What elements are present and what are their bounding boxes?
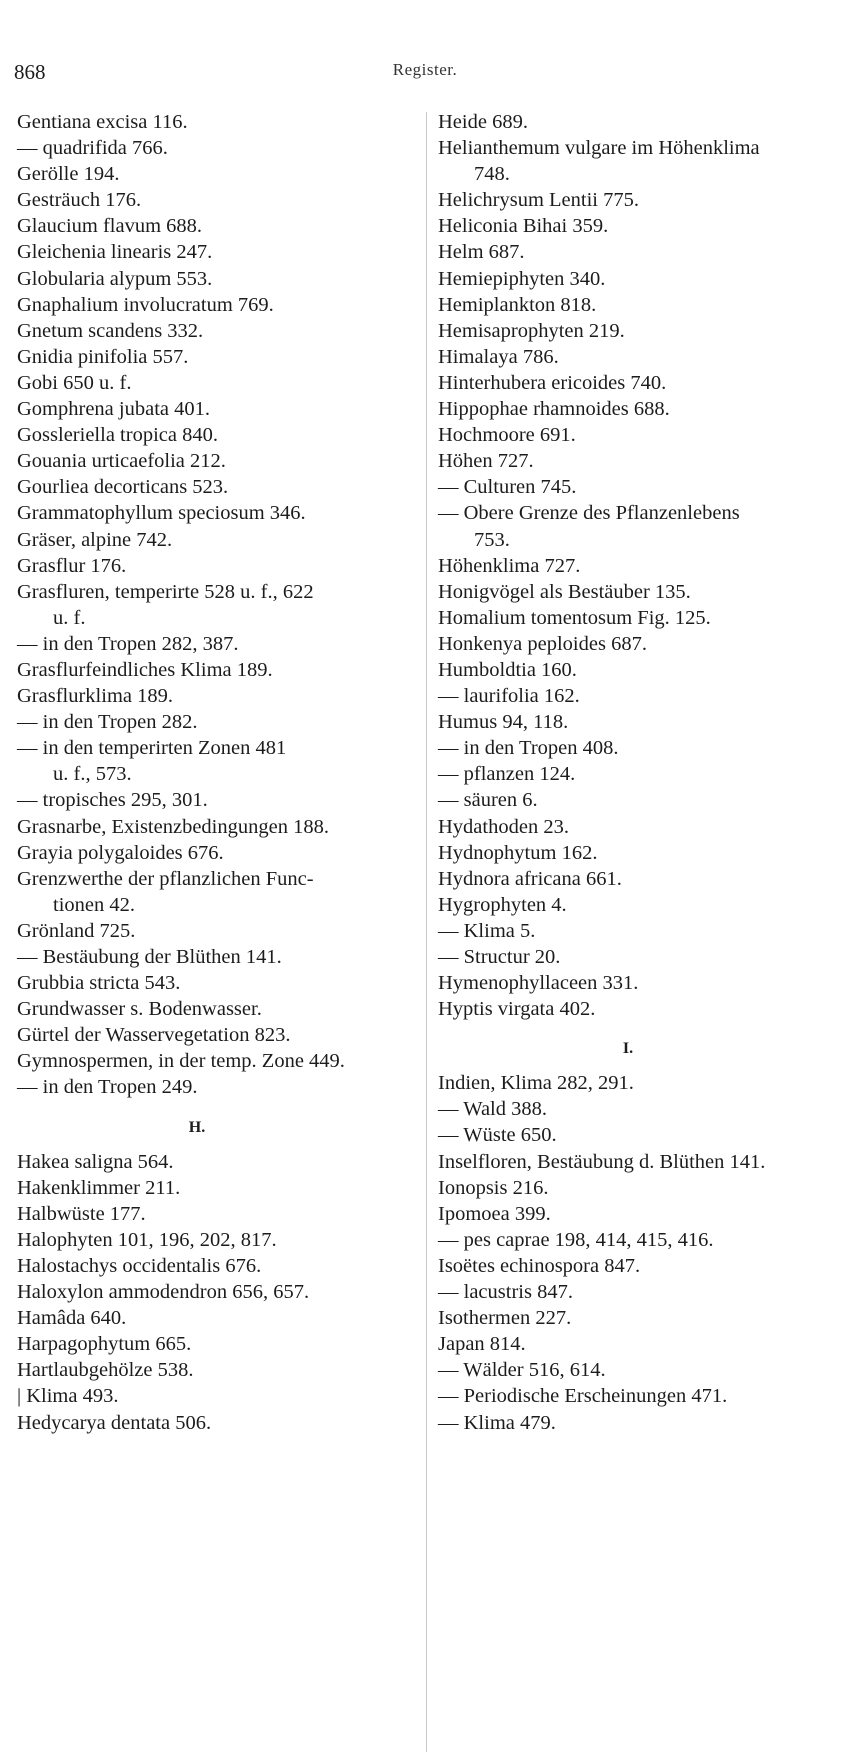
index-entry: Gymnospermen, in der temp. Zone 449. bbox=[17, 1050, 345, 1073]
index-entry: Gossleriella tropica 840. bbox=[17, 424, 218, 447]
index-entry: — säuren 6. bbox=[438, 789, 538, 812]
index-entry: Grasflurfeindliches Klima 189. bbox=[17, 658, 273, 681]
index-entry: Homalium tomentosum Fig. 125. bbox=[438, 606, 711, 629]
index-entry: Gürtel der Wasservegetation 823. bbox=[17, 1024, 291, 1047]
index-entry: Gleichenia linearis 247. bbox=[17, 241, 213, 264]
index-entry: Hakea saligna 564. bbox=[17, 1150, 174, 1173]
index-entry: Isothermen 227. bbox=[438, 1307, 572, 1330]
index-entry: Harpagophytum 665. bbox=[17, 1333, 192, 1356]
section-heading: I. bbox=[622, 1040, 634, 1058]
index-entry: — in den temperirten Zonen 481 bbox=[17, 737, 287, 760]
index-entry: — pes caprae 198, 414, 415, 416. bbox=[438, 1228, 714, 1251]
index-entry: Hakenklimmer 211. bbox=[17, 1176, 181, 1199]
index-entry: — in den Tropen 282, 387. bbox=[17, 632, 239, 655]
index-entry: Höhen 727. bbox=[438, 450, 534, 473]
index-entry: Gerölle 194. bbox=[17, 163, 120, 186]
index-entry: Gouania urticaefolia 212. bbox=[17, 450, 226, 473]
index-entry: Grenzwerthe der pflanzlichen Func- bbox=[17, 867, 314, 890]
index-entry: Isoëtes echinospora 847. bbox=[438, 1254, 641, 1277]
index-entry-continuation: u. f., 573. bbox=[53, 763, 132, 786]
index-entry: Honkenya peploides 687. bbox=[438, 632, 647, 655]
index-entry: Hippophae rhamnoides 688. bbox=[438, 398, 670, 421]
index-entry: Halophyten 101, 196, 202, 817. bbox=[17, 1228, 277, 1251]
index-entry: Japan 814. bbox=[438, 1333, 526, 1356]
index-entry: Humboldtia 160. bbox=[438, 658, 577, 681]
index-entry: Hydnophytum 162. bbox=[438, 841, 598, 864]
index-entry: Hinterhubera ericoides 740. bbox=[438, 371, 667, 394]
index-entry: Höhenklima 727. bbox=[438, 554, 581, 577]
index-entry: Haloxylon ammodendron 656, 657. bbox=[17, 1281, 310, 1304]
index-entry: Gnidia pinifolia 557. bbox=[17, 345, 189, 368]
index-entry: Grayia polygaloides 676. bbox=[17, 841, 224, 864]
index-entry: — Bestäubung der Blüthen 141. bbox=[17, 946, 282, 968]
index-entry: Glaucium flavum 688. bbox=[17, 215, 203, 238]
index-entry: — Obere Grenze des Pflanzenlebens bbox=[438, 502, 740, 525]
index-entry: Gnaphalium involucratum 769. bbox=[17, 293, 274, 316]
index-entry: Hydnora africana 661. bbox=[438, 867, 622, 890]
index-entry: Humus 94, 118. bbox=[438, 711, 569, 734]
column-divider bbox=[426, 112, 427, 1752]
index-entry: Grammatophyllum speciosum 346. bbox=[17, 502, 306, 525]
index-entry: Grasnarbe, Existenzbedingungen 188. bbox=[17, 815, 329, 838]
index-entry: Gentiana excisa 116. bbox=[17, 111, 188, 133]
index-entry: Grönland 725. bbox=[17, 919, 136, 942]
index-entry: Helianthemum vulgare im Höhenklima bbox=[438, 137, 760, 160]
index-entry: | Klima 493. bbox=[17, 1385, 119, 1408]
index-entry: Hydathoden 23. bbox=[438, 815, 569, 838]
index-entry: — Wälder 516, 614. bbox=[438, 1359, 606, 1382]
index-entry: — quadrifida 766. bbox=[17, 137, 168, 160]
index-entry: — Periodische Erscheinungen 471. bbox=[438, 1385, 728, 1408]
section-heading: H. bbox=[188, 1118, 206, 1136]
index-entry: Gobi 650 u. f. bbox=[17, 371, 132, 394]
index-entry: Grasflurklima 189. bbox=[17, 685, 173, 708]
index-entry-continuation: 753. bbox=[474, 528, 510, 551]
index-entry: Grubbia stricta 543. bbox=[17, 972, 181, 995]
index-entry: Ipomoea 399. bbox=[438, 1202, 551, 1225]
page-header: Register. bbox=[392, 60, 458, 79]
index-entry: Gesträuch 176. bbox=[17, 189, 142, 212]
index-entry-continuation: 748. bbox=[474, 163, 510, 186]
index-entry: Hedycarya dentata 506. bbox=[17, 1411, 212, 1434]
index-entry: Heliconia Bihai 359. bbox=[438, 215, 609, 238]
index-entry: Hochmoore 691. bbox=[438, 424, 576, 447]
index-column-right bbox=[438, 109, 838, 1436]
index-entry: Ionopsis 216. bbox=[438, 1176, 549, 1199]
index-entry-continuation: u. f. bbox=[53, 606, 86, 629]
index-entry: Gourliea decorticans 523. bbox=[17, 476, 229, 499]
index-entry: Grundwasser s. Bodenwasser. bbox=[17, 998, 262, 1021]
index-entry: — tropisches 295, 301. bbox=[17, 789, 208, 812]
index-entry: Helm 687. bbox=[438, 241, 525, 264]
index-entry-continuation: tionen 42. bbox=[53, 893, 135, 916]
index-entry: — Klima 479. bbox=[438, 1411, 556, 1434]
index-entry: Honigvögel als Bestäuber 135. bbox=[438, 580, 691, 603]
index-entry: Hymenophyllaceen 331. bbox=[438, 972, 639, 995]
index-entry: — in den Tropen 249. bbox=[17, 1076, 198, 1099]
index-entry: Hemiplankton 818. bbox=[438, 293, 597, 316]
index-entry: — Structur 20. bbox=[438, 946, 561, 968]
index-entry: Halostachys occidentalis 676. bbox=[17, 1254, 262, 1277]
index-entry: — lacustris 847. bbox=[438, 1281, 573, 1304]
index-entry: Heide 689. bbox=[438, 111, 528, 133]
index-entry: Hartlaubgehölze 538. bbox=[17, 1359, 194, 1382]
index-entry: Hyptis virgata 402. bbox=[438, 998, 596, 1021]
index-entry: — laurifolia 162. bbox=[438, 685, 580, 708]
index-entry: — Klima 5. bbox=[438, 919, 536, 942]
page-number: 868 bbox=[14, 60, 46, 84]
index-entry: Grasflur 176. bbox=[17, 554, 127, 577]
index-column-left bbox=[17, 109, 412, 1436]
index-entry: Indien, Klima 282, 291. bbox=[438, 1072, 634, 1095]
index-entry: — in den Tropen 282. bbox=[17, 711, 198, 734]
index-entry: Grasfluren, temperirte 528 u. f., 622 bbox=[17, 580, 314, 603]
index-entry: — pflanzen 124. bbox=[438, 763, 576, 786]
index-entry: Gräser, alpine 742. bbox=[17, 528, 173, 551]
index-entry: Globularia alypum 553. bbox=[17, 267, 213, 290]
index-entry: Gomphrena jubata 401. bbox=[17, 398, 210, 421]
index-entry: — in den Tropen 408. bbox=[438, 737, 619, 760]
index-entry: Inselfloren, Bestäubung d. Blüthen 141. bbox=[438, 1150, 766, 1173]
index-entry: Hemisaprophyten 219. bbox=[438, 319, 625, 342]
index-entry: — Culturen 745. bbox=[438, 476, 577, 499]
index-entry: Halbwüste 177. bbox=[17, 1202, 146, 1225]
index-entry: Hamâda 640. bbox=[17, 1307, 127, 1330]
index-entry: Hygrophyten 4. bbox=[438, 893, 567, 916]
index-entry: Hemiepiphyten 340. bbox=[438, 267, 606, 290]
index-entry: — Wüste 650. bbox=[438, 1124, 557, 1147]
index-entry: Gnetum scandens 332. bbox=[17, 319, 204, 342]
index-entry: Himalaya 786. bbox=[438, 345, 559, 368]
index-entry: — Wald 388. bbox=[438, 1098, 548, 1121]
index-entry: Helichrysum Lentii 775. bbox=[438, 189, 639, 212]
